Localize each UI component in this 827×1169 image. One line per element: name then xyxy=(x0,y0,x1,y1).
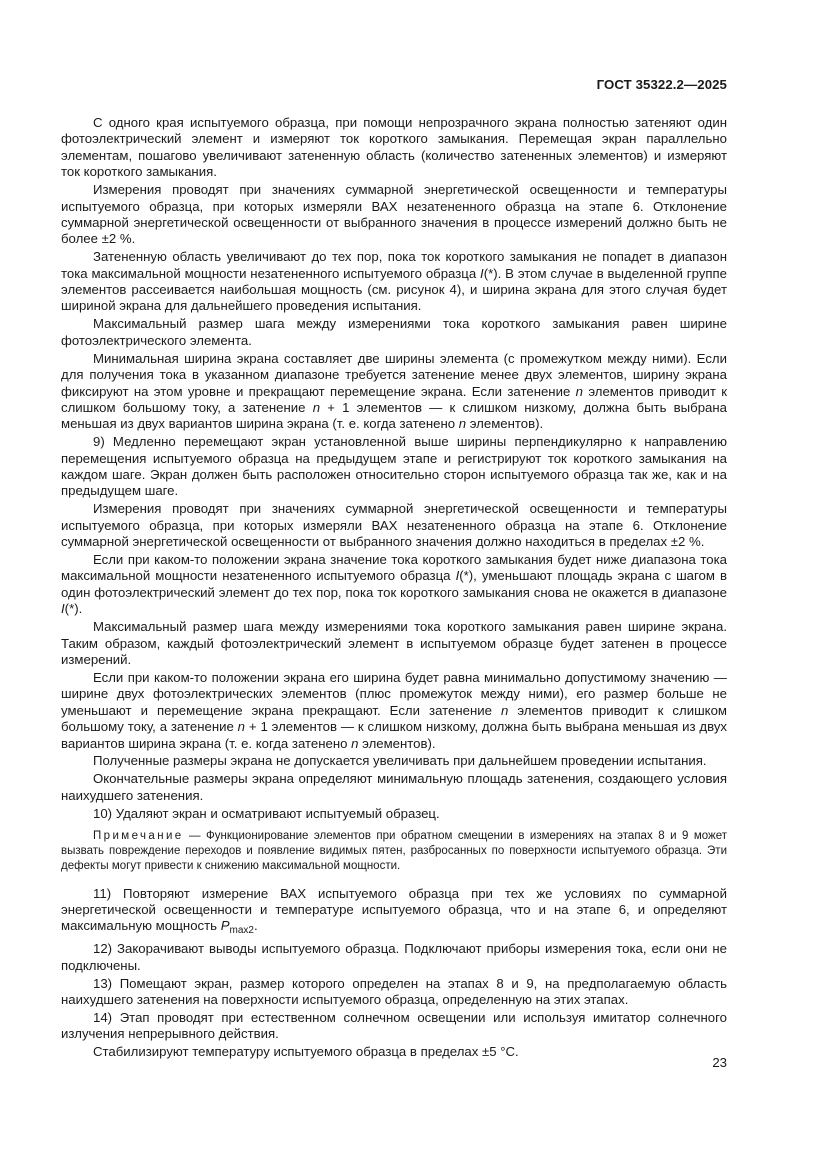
paragraph: Окончательные размеры экрана определяют минимальную площадь затенения, создающего условия наихудшего затенения. xyxy=(61,771,727,803)
text: элементов приводит к слишком большому току, а затенение xyxy=(61,702,727,735)
text: Минимальная ширина экрана составляет две ширины элемента (с промежутком между ними). Если для получения тока в указанном диапазоне требуется затенение менее двух элементов, ширину экрана фиксируют на этом уровне и прекращают перемещение экрана. Если затенение xyxy=(61,350,727,399)
page-number: 23 xyxy=(712,1055,727,1070)
text: Если при каком-то положении экрана значение тока короткого замыкания будет ниже диапазона тока максимальной мощности незатененного испытуемого образца xyxy=(61,552,727,584)
power-symbol: P xyxy=(220,918,230,934)
paragraph: С одного края испытуемого образца, при помощи непрозрачного экрана полностью затеняют один фотоэлектрический элемент и измеряют ток короткого замыкания. Перемещая экран параллельно элементам, пошагово увеличивают затененную область (количество затененных элементов) и измеряют ток короткого замыкания. xyxy=(61,115,727,180)
current-symbol: I xyxy=(61,601,65,617)
paragraph: 14) Этап проводят при естественном солнечном освещении или используя имитатор солнечного излучения непрерывного действия. xyxy=(61,1010,727,1042)
n-symbol: n xyxy=(575,383,583,399)
paragraph xyxy=(61,351,727,433)
n-symbol: n xyxy=(351,735,359,751)
n-symbol: n xyxy=(312,399,321,415)
document-code: ГОСТ 35322.2—2025 xyxy=(596,77,727,92)
paragraph xyxy=(61,886,727,940)
text: Затененную область увеличивают до тех пор, пока ток короткого замыкания не попадет в диапазон тока максимальной мощности незатененного испытуемого образца xyxy=(61,249,727,281)
n-symbol: n xyxy=(458,416,467,432)
note-text: — Функционирование элементов при обратном смещении в измерениях на этапах 8 и 9 может вызвать повреждение переходов и появление видимых пятен, разбросанных по поверхности испытуемого образца. Эти дефекты могут привести к снижению максимальной мощности. xyxy=(61,830,727,873)
text: элементов). xyxy=(466,416,544,432)
paragraph: Измерения проводят при значениях суммарной энергетической освещенности и температуры испытуемого образца, при которых измеряли ВАХ незатененного образца на этапе 6. Отклонение суммарной энергетической освещенности от выбранного значения должно находиться в пределах ±2 %. xyxy=(61,501,727,550)
text: (*), уменьшают площадь экрана с шагом в один фотоэлектрический элемент до тех пор, пока ток короткого замыкания снова не окажется в диапазоне xyxy=(61,568,728,600)
paragraph: 13) Помещают экран, размер которого определен на этапах 8 и 9, на предполагаемую область наихудшего затенения на поверхности испытуемого образца, определенную на этих этапах. xyxy=(61,975,727,1008)
text: + 1 элементов — к слишком низкому, должна быть выбрана меньшая из двух вариантов ширина экрана (т. е. когда затенено xyxy=(61,719,728,751)
paragraph: Максимальный размер шага между измерениями тока короткого замыкания равен ширине экрана. Таким образом, каждый фотоэлектрический элемент в испытуемом образце будет затенен в процессе измерений. xyxy=(61,619,727,667)
text: (*). В этом случае в выделенной группе элементов рассеивается наибольшая мощность (см. рисунок 4), и ширина экрана для этого случая будет шириной экрана для дальнейшего проведения испытания. xyxy=(61,265,727,314)
power-subscript: max2 xyxy=(229,925,254,937)
text: . xyxy=(253,918,258,934)
paragraph: 10) Удаляют экран и осматривают испытуемый образец. xyxy=(93,805,440,821)
paragraph xyxy=(61,670,727,752)
note xyxy=(61,829,727,875)
current-symbol: I xyxy=(455,568,460,584)
paragraph: 9) Медленно перемещают экран установленной выше ширины перпендикулярно к направлению перемещения испытуемого образца на предыдущем этапе и регистрируют ток короткого замыкания на каждом шаге. Экран должен быть расположен относительно сторон испытуемого образца так же, как и на предыдущем шаге. xyxy=(61,434,727,499)
text: (*). xyxy=(64,601,83,617)
paragraph: Стабилизируют температуру испытуемого образца в пределах ±5 °С. xyxy=(93,1044,519,1060)
paragraph xyxy=(61,249,727,315)
note-label: Примечание xyxy=(93,830,184,843)
n-symbol: n xyxy=(237,719,246,735)
text: элементов приводит к слишком большому току, а затенение xyxy=(61,383,727,415)
paragraph: Измерения проводят при значениях суммарной энергетической освещенности и температуры испытуемого образца, при которых измеряли ВАХ незатененного образца на этапе 6. Отклонение суммарной энергетической освещенности от выбранного значения в процессе измерений должно быть не более ±2 %. xyxy=(61,182,727,247)
text: элементов). xyxy=(358,735,436,751)
paragraph: Полученные размеры экрана не допускается увеличивать при дальнейшем проведении испытания. xyxy=(93,753,707,769)
paragraph: Максимальный размер шага между измерениями тока короткого замыкания равен ширине фотоэлектрического элемента. xyxy=(61,316,727,348)
page-body xyxy=(61,115,727,1062)
text: + 1 элементов — к слишком низкому, должна быть выбрана меньшая из двух вариантов ширина экрана (т. е. когда затенено xyxy=(61,399,728,432)
text: 11) Повторяют измерение ВАХ испытуемого образца при тех же условиях по суммарной энергетической освещенности и температуре испытуемого образца, что и на этапе 6, и определяют максимальную мощность xyxy=(61,885,727,934)
n-symbol: n xyxy=(500,702,509,718)
current-symbol: I xyxy=(480,265,484,281)
text: Если при каком-то положении экрана его ширина будет равна минимально допустимому значению — ширине двух фотоэлектрических элементов (плюс промежуток между ними), его размер больше не уменьшают и перемещение экрана прекращают. Если затенение xyxy=(61,669,727,718)
paragraph xyxy=(61,552,727,618)
paragraph: 12) Закорачивают выводы испытуемого образца. Подключают приборы измерения тока, если они не подключены. xyxy=(61,941,727,973)
